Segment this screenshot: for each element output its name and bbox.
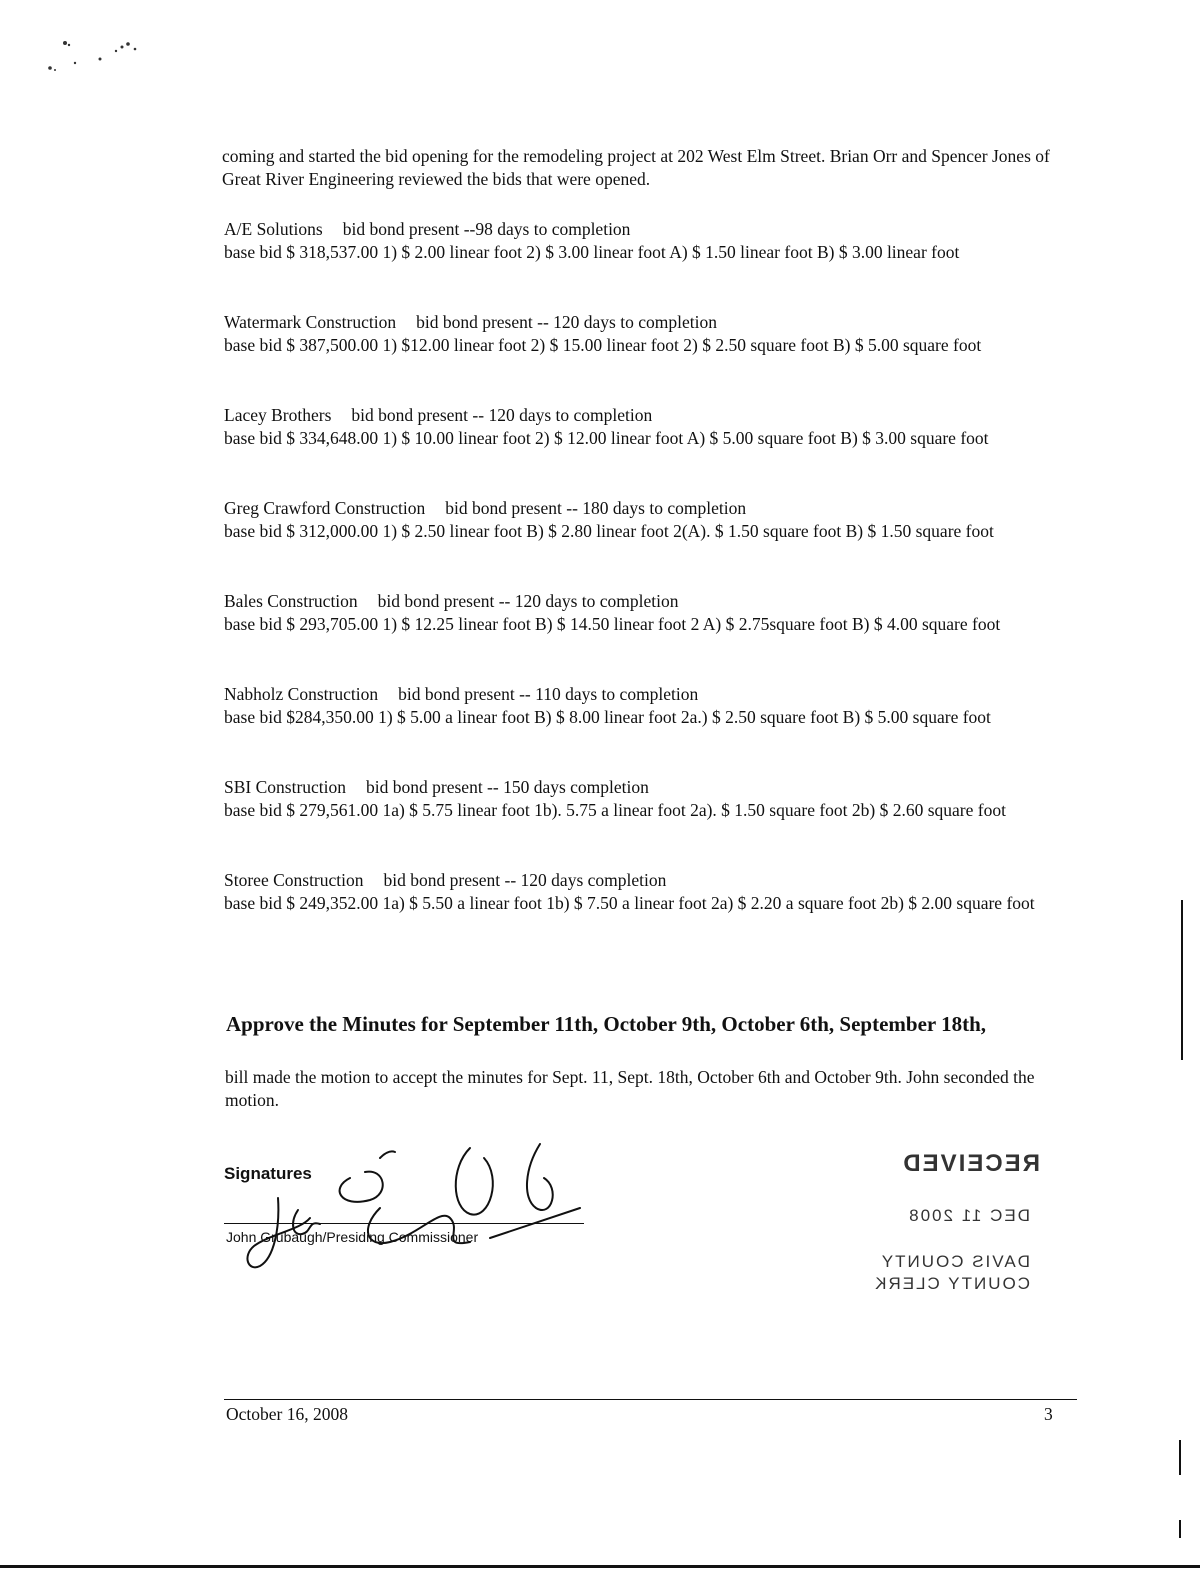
bid-details: base bid $ 249,352.00 1a) $ 5.50 a linear foot 1b) $ 7.50 a linear foot 2a) $ 2.20 a square foot 2b) $ 2.00 square foot (224, 893, 1035, 913)
bid-entry (224, 497, 1064, 590)
minutes-heading: Approve the Minutes for September 11th, October 9th, October 6th, September 18th, (226, 1012, 987, 1036)
bid-list (224, 218, 1064, 962)
bid-bond-status: bid bond present -- 150 days completion (366, 777, 649, 797)
bid-entry (224, 590, 1064, 683)
page-number: 3 (1044, 1404, 1053, 1424)
bid-entry (224, 218, 1064, 311)
bid-bond-status: bid bond present -- 120 days to completion (377, 591, 679, 611)
bid-entry (224, 776, 1064, 869)
bidder-name: SBI Construction (224, 777, 347, 797)
bid-bond-status: bid bond present -- 120 days to completion (351, 405, 653, 425)
bid-entry (224, 404, 1064, 497)
bid-bond-status: bid bond present -- 120 days to completion (416, 312, 717, 332)
bidder-name: A/E Solutions (224, 219, 323, 239)
bid-entry (224, 683, 1064, 776)
bid-bond-status: bid bond present -- 180 days to completion (445, 498, 747, 518)
bidder-name: Storee Construction (224, 870, 364, 890)
scan-speckles (40, 35, 150, 85)
bidder-name: Greg Crawford Construction (224, 498, 426, 518)
stamp-line: RECEIVED (901, 1150, 1040, 1177)
minutes-text: bill made the motion to accept the minutes for Sept. 11, Sept. 18th, October 6th and October 9th. John seconded the motion. (225, 1067, 1035, 1110)
bidder-name: Watermark Construction (224, 312, 397, 332)
bid-details: base bid $ 334,648.00 1) $ 10.00 linear foot 2) $ 12.00 linear foot A) $ 5.00 square foot B) $ 3.00 square foot (224, 428, 989, 448)
stamp-line: DAVIS COUNTY (879, 1252, 1030, 1271)
bidder-name: Nabholz Construction (224, 684, 379, 704)
bid-details: base bid $ 387,500.00 1) $12.00 linear foot 2) $ 15.00 linear foot 2) $ 2.50 square foot B) $ 5.00 square foot (224, 335, 982, 355)
scan-edge-right (1179, 1440, 1181, 1475)
bid-details: base bid $ 293,705.00 1) $ 12.25 linear foot B) $ 14.50 linear foot 2 A) $ 2.75square foot B) $ 4.00 square foot (224, 614, 1001, 634)
bid-details: base bid $284,350.00 1) $ 5.00 a linear foot B) $ 8.00 linear foot 2a.) $ 2.50 square foot B) $ 5.00 square foot (224, 707, 991, 727)
scan-edge-bottom (0, 1565, 1200, 1568)
bid-entry (224, 869, 1064, 962)
bid-bond-status: bid bond present -- 110 days to completion (398, 684, 699, 704)
stamp-line: COUNTY CLERK (873, 1274, 1030, 1293)
signer-name: John Grubaugh/Presiding Commissioner (226, 1229, 479, 1245)
signatures-heading: Signatures (224, 1164, 312, 1183)
bid-details: base bid $ 279,561.00 1a) $ 5.75 linear foot 1b). 5.75 a linear foot 2a). $ 1.50 square foot 2b) $ 2.60 square foot (224, 800, 1006, 820)
bid-details: base bid $ 318,537.00 1) $ 2.00 linear foot 2) $ 3.00 linear foot A) $ 1.50 linear foot B) $ 3.00 linear foot (224, 242, 960, 262)
scan-edge-right (1179, 1520, 1181, 1538)
bid-bond-status: bid bond present --98 days to completion (342, 219, 631, 239)
stamp-line: DEC 11 2008 (907, 1206, 1030, 1225)
intro-paragraph: coming and started the bid opening for the remodeling project at 202 West Elm Street. Brian Orr and Spencer Jones of Great River Engineering reviewed the bids that were opened. (222, 146, 1050, 189)
footer-rule (224, 1399, 1077, 1400)
bid-details: base bid $ 312,000.00 1) $ 2.50 linear foot B) $ 2.80 linear foot 2(A). $ 1.50 square foot B) $ 1.50 square foot (224, 521, 994, 541)
bidder-name: Bales Construction (224, 591, 358, 611)
bid-entry (224, 311, 1064, 404)
bidder-name: Lacey Brothers (224, 405, 332, 425)
bid-bond-status: bid bond present -- 120 days completion (383, 870, 667, 890)
received-stamp (870, 1148, 1050, 1308)
scan-edge-right (1181, 900, 1183, 1060)
footer-date: October 16, 2008 (226, 1404, 348, 1424)
handwritten-signature (240, 1138, 590, 1278)
